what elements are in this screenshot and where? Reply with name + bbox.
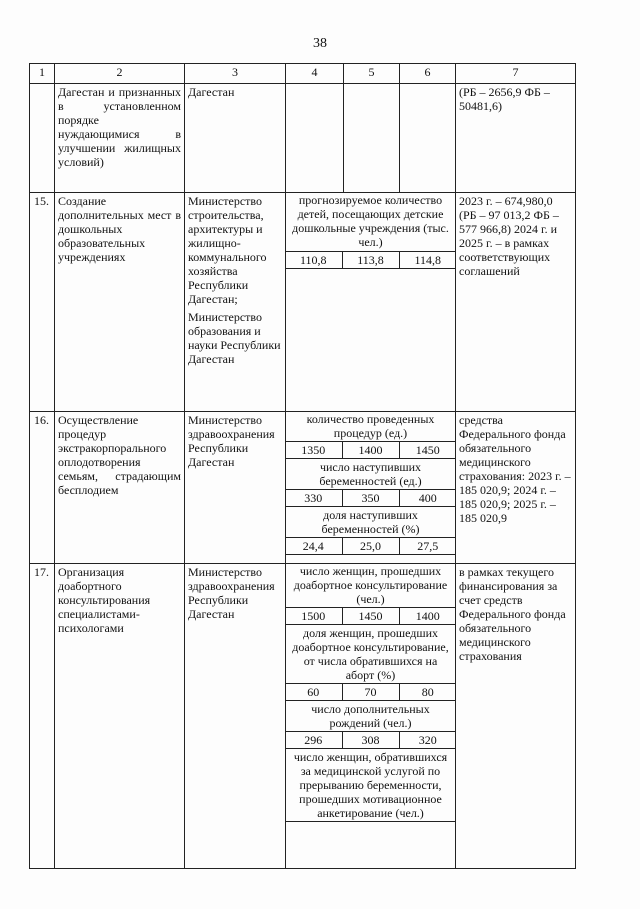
page-number: 38: [313, 36, 327, 51]
indicator-block: [286, 564, 456, 869]
executor: Министерство здравоохранения Республики Дагестан: [185, 564, 286, 869]
table-row: [30, 193, 576, 412]
row-number: 15.: [30, 193, 55, 412]
header-cell: 2: [55, 64, 185, 84]
header-row: [30, 64, 576, 84]
header-cell: 1: [30, 64, 55, 84]
executor: [185, 193, 286, 412]
value-2024: 308: [342, 732, 399, 749]
row-number: 17.: [30, 564, 55, 869]
table-row: [30, 84, 576, 193]
value-2023: 24,4: [286, 538, 343, 555]
indicator-label: доля наступивших беременностей (%): [286, 507, 456, 538]
header-cell: 5: [344, 64, 400, 84]
executor: Дагестан: [185, 84, 286, 193]
value-2024: 1450: [342, 608, 399, 625]
value-2024: 1400: [342, 442, 399, 459]
measure-name: Создание дополнительных мест в дошкольных образовательных учреждениях: [55, 193, 185, 412]
indicator-label: число наступивших беременностей (ед.): [286, 459, 456, 490]
value-2023: 110,8: [286, 252, 343, 269]
value-2025: 400: [399, 490, 456, 507]
executor: Министерство здравоохранения Республики Дагестан: [185, 412, 286, 564]
funding: средства Федерального фонда обязательного медицинского страхования: 2023 г. – 185 020,9; 2024 г. – 185 020,9; 2025 г. – 185 020,9: [456, 412, 576, 564]
table-row: [30, 412, 576, 564]
value-2023: 1500: [286, 608, 343, 625]
header-cell: 4: [286, 64, 344, 84]
measure-name: Осуществление процедур экстракорпорального оплодотворения семьям, страдающим бесплодием: [55, 412, 185, 564]
measure-name: Дагестан и признанных в установленном порядке нуждающимися в улучшении жилищных условий): [55, 84, 185, 193]
value-2025: 1400: [399, 608, 456, 625]
value-2023: 330: [286, 490, 343, 507]
executor-part: Министерство образования и науки Республики Дагестан: [188, 310, 281, 366]
value-2024: 70: [342, 684, 399, 701]
funding: (РБ – 2656,9 ФБ – 50481,6): [456, 84, 576, 193]
funding: в рамках текущего финансирования за счет средств Федерального фонда обязательного медицинского страхования: [456, 564, 576, 869]
value-2023: 296: [286, 732, 343, 749]
value-2025: 1450: [399, 442, 456, 459]
value-2025: 114,8: [399, 252, 456, 269]
row-number: 16.: [30, 412, 55, 564]
value-2023: 1350: [286, 442, 343, 459]
program-table: [29, 63, 576, 869]
indicator-block: [286, 193, 456, 412]
header-cell: 6: [400, 64, 456, 84]
indicator-block: [286, 412, 456, 564]
value-2025: 320: [399, 732, 456, 749]
header-cell: 7: [456, 64, 576, 84]
indicator-label: прогнозируемое количество детей, посещающих детские дошкольные учреждения (тыс. чел.): [286, 193, 456, 252]
measure-name: Организация доабортного консультирования специалистами-психологами: [55, 564, 185, 869]
value-2025: 80: [399, 684, 456, 701]
indicator-label: количество проведенных процедур (ед.): [286, 412, 456, 442]
table-row: [30, 564, 576, 869]
value-2024: 350: [342, 490, 399, 507]
header-cell: 3: [185, 64, 286, 84]
executor-part: Министерство строительства, архитектуры и жилищно-коммунального хозяйства Республики Дагестан;: [188, 194, 267, 306]
value-2023: 60: [286, 684, 343, 701]
value-2024: 113,8: [342, 252, 399, 269]
value-2024: 25,0: [342, 538, 399, 555]
indicator-label: число дополнительных рождений (чел.): [286, 701, 456, 732]
indicator-label: число женщин, обратившихся за медицинской услугой по прерыванию беременности, прошедших мотивационное анкетирование (чел.): [286, 749, 456, 822]
funding: 2023 г. – 674,980,0 (РБ – 97 013,2 ФБ – 577 966,8) 2024 г. и 2025 г. – в рамках соответствующих соглашений: [456, 193, 576, 412]
value-2025: 27,5: [399, 538, 456, 555]
indicator-label: число женщин, прошедших доабортное консультирование (чел.): [286, 564, 456, 608]
indicator-label: доля женщин, прошедших доабортное консультирование, от числа обратившихся на аборт (%): [286, 625, 456, 684]
